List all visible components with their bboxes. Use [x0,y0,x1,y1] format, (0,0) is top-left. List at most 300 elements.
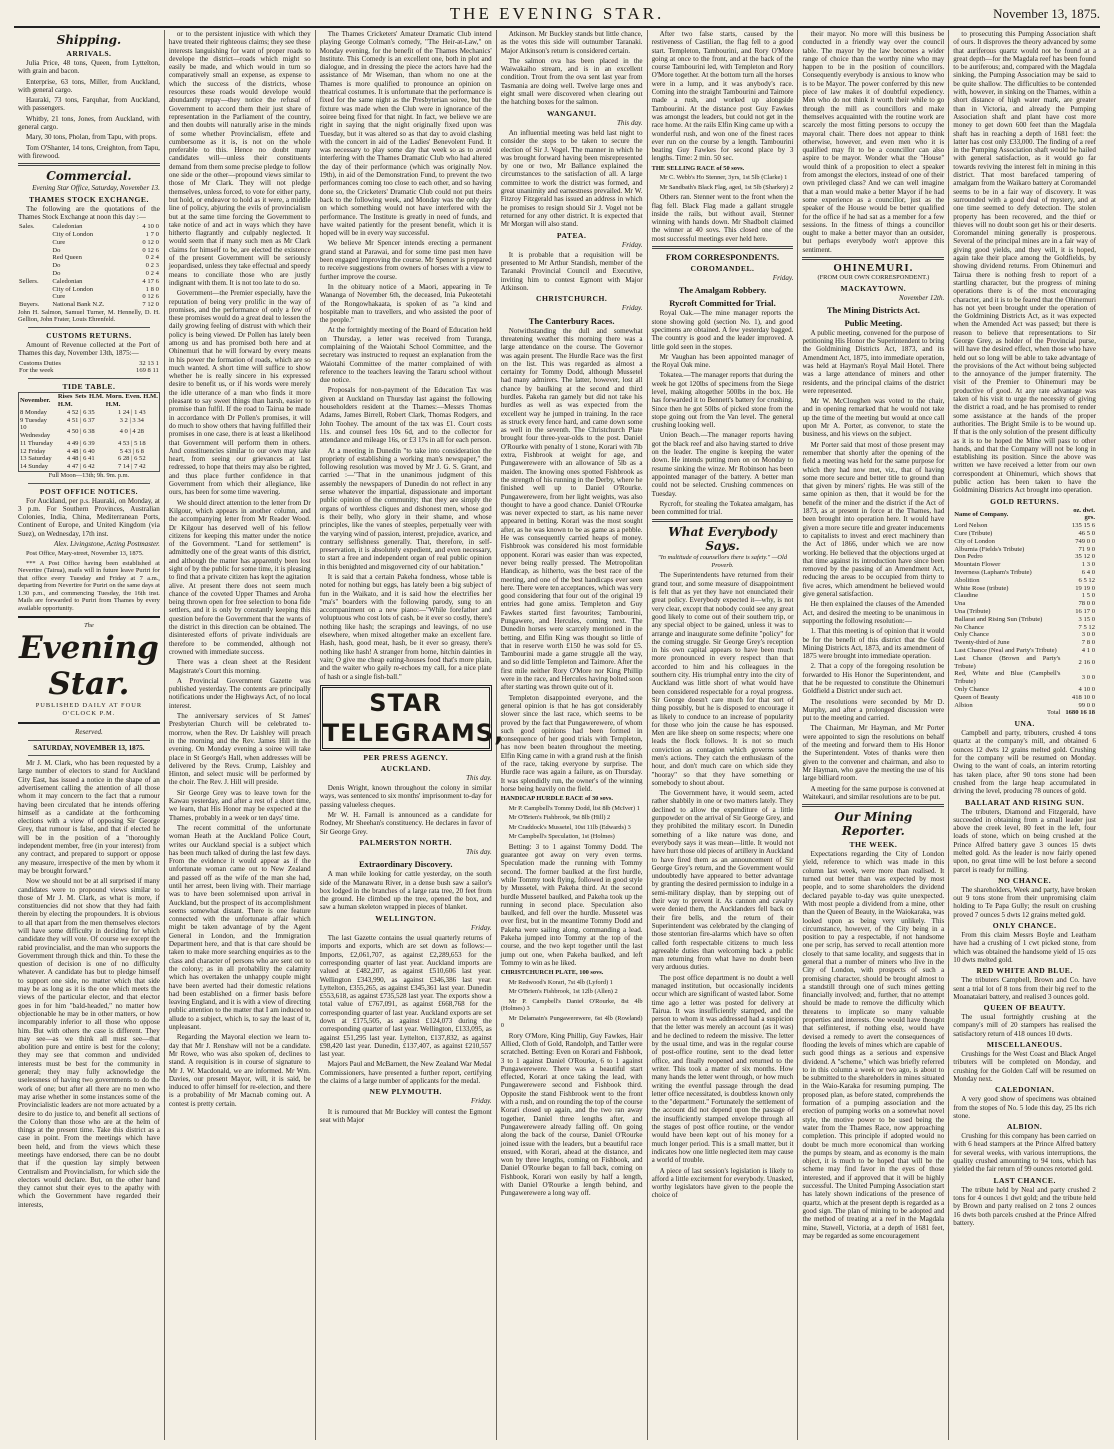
table-row [19,409,160,417]
tide-col-sun: Rises Sets H.M. H.M. [57,393,104,408]
customs-week-value: 169 8 11 [136,367,159,375]
gold-weight: 16 17 0 [1075,607,1095,615]
leader-para-4: Government—the Premier especially, have the reputation of being very prolific in the way of promises, and the performance of only a few of these promises would do a great deal to lessen the daily growing feeling of distrust with which their policy is being viewed. Dr Pollen has lately been among us and has promised both here and at Ohinemuri that he will forward by every means in his power the formation of roads, which are so much wanted. A short time will suffice to show whether he is really sincere in his expressed desire to benefit us, or if his words were merely the idle utterance of a man who finds it more pleasant to say sweet things than harsh, easier to promise than fulfil. If the road to Tairua be made in accordance with Dr Pollen's promises, it will do much to show others that having fulfilled their promises in one case, there is at least a likelihood that Government will perform them in others. And constituencies similar to our own may take heart, from seeing our grievances at last redressed, to hope that theirs may also be righted, and thus place further confidence in that Government from which their allegiance, like ours, has been for some time wavering. [168,289,311,497]
royal-oak-text: Royal Oak.—The mine manager reports the stone showing gold (section No. 1), and good specimens are obtained. A few yesterday bagged. The country is good and the leader improved. A little gold seen in the stopes. [651,309,794,351]
queen-of-beauty-heading: QUEEN OF BEAUTY. [983,1003,1066,1013]
ballarat-text: The tributers, Diamond and Fitzgerald, have succeeded in obtaining from a small leader just above the creek level, 80 feet in the left, four loads of stone, which on being crushed at the Prince Alfred battery gave 3 ounces 15 dwts melted gold. As the leader is now fairly opened upon, no great time will be lost before a second parcel is ready for milling. [953,807,1096,874]
stock-group: Sales. [19,223,35,231]
table-row [18,239,160,247]
pumping-text: to prosecuting this Pumping Association shaft of ours. It disproves the theory advanced by some that auriferous quartz would not be found at a great depth—for the Magdala reef has been found to be auriferous; and, compared with the Magdala sinking, the Pumping Association may be said to be quite shallow. The difficulties to be contended with, however, in sinking on the Thames, within a short distance of high water mark, are greater than in Victoria, and already the Pumping Association shaft and plant have cost more money to get down 600 feet than the Magdala shaft has in reaching a depth of 1681 feet: the latter has cost only £33,000. The finding of a reef in the Pumping Association shaft would be hailed with general satisfaction, as it would go far towards reviving the interest felt in mining in this district. That most barefaced tampering of amalgam from the Waikaro battery at Coromandel seems to be in a fair way of discovery. It was surrounded with a good deal of mystery, and at one time seemed to defy detection. The stolen property has been recovered, and the thief or thieves will no doubt soon get his or their deserts. Coromandel mining generally is prosperous. Several of the principal mines are in a fair way of giving good yields, and they will, it is hoped, again take their place among the Goldfields, by showing dividend returns. From Ohinemuri and Tairua there is nothing fresh to report of a startling character, but the progress of mining operations there is of the most encouraging character, and it is to be feared that the Ohinemuri has not yet been brought under the operation of the Goldmining Districts Act, as it was expected when the Amended Act was passed; but there is reason to believe that representations to Sir George Grey, as holder of the Provincial purse, will have the desired effect, when those who have held out so long will be able to take advantage of the provisions of the Act without being subjected to the annoyance of the jumper fraternity. The visit of the Premier to Ohinemuri may be productive of good. At any rate advantage was taken of his visit to urge the necessity of giving the district a road, and he has promised to render some assistance at the hands of the proper authorities. The Bright Smile is to be wound up. If that is the only solution of the present difficulty as it is to be hoped the Mine will pass to other hands, and that the Company will not be long in establishing its position. Since the above was written we have received a letter from our own correspondent at Ohinemuri, which shows that public action has been taken to have the Goldmining Districts Act brought into operation. [953,30,1096,495]
table-row [19,417,160,425]
una-heading: UNA. [1014,719,1035,729]
table-row [953,624,1096,632]
union-beach-text: Union Beach.—The manager reports having got the black reef and also having started to drive on the leader. The engine is keeping the water down. He intends putting men on on Monday to resume sinking the winze. Mr Robinson has been appointed manager of the battery. A better man could not be selected. Crushing commences on Tuesday. [651,431,794,498]
public-meeting-heading: Public Meeting. [844,317,903,328]
wanganui-heading: WANGANUI. [546,108,597,118]
meeting-text-3: Mr Porter said that most of those present may remember that shortly after the opening of the field a meeting was held for the same purpose for which they had now met, viz., that of having some more secure and better title to ground than that given by miners' rights. He was still of the same opinion as then, that it would be for the benefit of the miner and the district if the Act of 1873, as at present in force at the Thames, had been brought into operation here. It would have given a more secure title and greater inducements to capitalists to invest and erect machinery than the Act of 1866, under which we are now working. He believed that the objections urged at that time against its introduction have since been removed by the passing of an Amendment Act, reducing the areas to be occupied from thirty to five acres, which amendment he believed would give general satisfaction. [802,440,945,599]
canterbury-races-heading: The Canterbury Races. [528,315,615,326]
columns [14,30,1100,1440]
gold-company: Claudine [954,592,979,600]
tide-day: 13 Saturday [20,455,52,463]
paper-title: THE EVENING STAR. [449,4,665,23]
week-text: Expectations regarding the City of London yield, reference to which was made in this column last week, were more than realised. It turned out better than was expected by most people, and to some shareholders the dividend declared payable to-day was quite unexpected. With most people a dividend from a mine, other than the Queen of Beauty, in the Waiokaraka, was looked upon as being very unlikely. This circumstance, however, of the City being in a position to pay a respectable, if not handsome one per scrip, has served to recall attention more closely to that same locality, and suggests that in general that a number of miners who live in the City of London, with prospects of such a promising character, should be brought almost to a standstill through one of such mines getting financially involved; and, further, that no attempt should be made to remove the difficulty which threatens to implicate so many valuable properties and interests. One would have thought that selfinterest, if nothing else, would have devised a remedy to avert the consequences of flooding the levels of mines which are capable of such good things as a serious and expensive dividend. A "scheme," which was briefly referred to in this column a week or two ago, is about to be submitted to the shareholders in mines situated in the Waio-Karaka for resuming pumping. The proposed plan, as before stated, comprehends the formation of a pumping association and the erection of pumping works on a somewhat novel style, the motive power to be used being the water from the Thames Race, now approaching completion. This principle if adopted would no doubt be much more economical than working the pumps by steam, and as economy is the main object, it is much to be hoped that will be the scheme may find favor in the eyes of those interested, and if approved that it will be highly successful. The United Pumping Association start has lately shown indications of the presence of quartz, which at the present depth is regarded as a good sign. The plan of mining to be adopted and the method of treating at a reef in the Magdala mine, Stawell, Victoria, at a depth of 1681 feet, may be regarded as some encouragement [802,850,945,1240]
leader-para-1: Mr J. M. Clark, who has been requested by a large number of electors to stand for Auckland City East, has issued a notice in the shape of an advertisement calling the attention of all those whom it may concern to the fact that a rumour having been circulated that he intends offering himself as a candidate at the forthcoming elections with a view of opposing Sir George Grey, that rumour is false, and that if elected he will be in the position of a "thoroughly independent member, free (in your interest) from any contract, and prepared to support or oppose any measure, irrespective of the men by whom it may be brought forward." [18,759,160,875]
post-office-heading: POST OFFICE NOTICES. [39,486,139,496]
stock-name: City of London [52,230,94,238]
stock-price: 4 10 0 [142,223,159,231]
resolution-1: 1. That this meeting is of opinion that it would be for the benefit of this district that the Gold Mining Districts Act, 1873, and its amendment of 1875 were brought into immediate operation. [802,627,945,661]
new-plymouth-text: It is rumoured that Mr Buckley will contest the Egmont seat with Major [319,1107,492,1124]
table-row [953,585,1096,593]
gold-company: Don Pedro [954,553,983,561]
red-white-blue-heading: RED WHITE AND BLUE. [976,966,1073,976]
auckland-text: Denis Wright, known throughout the colony in similar ways, was sentenced to six months' imprisonment to-day for passing valueless cheques. [319,784,492,809]
wellington-heading: WELLINGTON. [375,913,437,923]
says-text: The Superintendents have returned from their grand tour, and some measure of disappointment is felt that as yet they have not enunciated their great policy. Everybody expected it—why, is not very clear, except that nobody could see any great good likely to come out of their southern trip, or any special object to be gained, unless it was to arrange and inaugurate some definite "policy" for the coming struggle. Sir George Grey's reception in his own capital appears to have been much more pronounced in every respect than that accorded to him and his colleagues in the southern city. His triumphal entry into the city of Auckland was little short of what would have been considered respectable for a royal progress. Sir George doesn't care much for that sort of thing possibly, but he is disposed to encourage it as likely to conduce to an increase of popularity for those who join the cause he has espoused. Men are like sheep on some respects; where one leads the flock follows. It is not so much conviction as contagion which governs some men's actions. They catch the enthusiasm of the hour, and don't much care on which side they "hooray" so that they have something or somebody to shout about. [651,571,794,787]
gold-company: White Rose (tribute) [954,584,1009,592]
plymouth-continued: Atkinson. Mr Buckley stands but little chance, as the votes this side will outnumber Taranaki. Major Atkinson's return is considered certain. [500,30,643,55]
table-row [953,670,1096,686]
albion-text: Crushing for this company has been carried on with 6 head stampers at the Prince Alfred battery for several weeks, with various interruptions, the quality crushed amounting to 94 tons, which has yielded the fair return of 99 ounces retorted gold. [953,1132,1096,1174]
table-row [18,286,160,294]
selling-heading: THE SELLING RACE of 50 sovs. [651,164,745,172]
page-header [14,4,1100,28]
table-row [953,600,1096,608]
column-7 [949,30,1100,1440]
column-3 [316,30,505,1440]
stock-group [18,270,51,278]
stock-group: Sellers. [19,277,39,285]
grey-note: Sir George Grey was to leave town for the Kawau yesterday, and after a rest of a short time, we learn, that His Honor may be expected at the Thames, probably in a week or ten days' time. [168,788,311,822]
table-row [19,455,160,463]
masthead-block [18,616,160,724]
meeting-text-6: The Chairman, Mr Hayman, and Mr Porter were appointed to sign the resolutions on behalf of the meeting and forward them to His Honor the Superintendent. Votes of thanks were then given to the convener and chairman, and also to Mr Hayman, who gave the meeting the use of his large billiard room. [802,724,945,783]
plate-betting: Rory O'More, King Phillip, Guy Fawkes, Hair Allied, Cloth of Gold, Randolph, and Tattler were scratched. Betting: Even on Korari and Fishbook, 3 to 1 against Daniel O'Rourke, 6 to 1 against Pungawerewere. There was a beautiful start effected, Korari at once taking the lead, with Pungawerewere second and Fishbook third. Opposite the stand Fishbrook went to the front with a rush, and on rounding the top of the course Korari closed up again, and the two ran away together, Daniel three lengths after, and Pungawerewere already falling off. On going along the back of the course, Daniel O'Rourke joined issue with the leaders, but a beautiful race ensued, with Korari, ahead at the distance, and won by three lengths, coming on Fishbook, and Daniel O'Rourke began to fall back, coming on Fishbook, Korari won easily by half a length, with Daniel O'Rourke a length behind, and Pungawerewere a long way off. [500,1031,643,1198]
miscellaneous-text: Crushings for the West Coast and Black Angel tributers will be completed on Monday, and crushing for the Golden Calf will be resumed on Monday next. [953,1050,1096,1083]
tide-me: 1 24 | 1 43 [117,408,146,416]
gold-company: Last Chance (Brown and Party's Tribute) [954,654,1061,670]
table-row [19,463,160,471]
leader-para-3: or to the persistent injustice with which they have treated their righteous claims; they see these interests languishing for want of proper roads to develope the district—roads which might so easily be made, and which would in turn so comparatively small an expense, as expense to which the success of the districts, whose resources these roads would develope would abundantly repay—they notice the refusal of Government to accord them their just share of representation in the Parliament of the country, and then doubts will naturally arise in the minds of some whether Provincialism, effete and cumbersome as it is, is not on the whole preferable to this. Hence no doubt many candidates will—unless their constituents demand from them some precise pledge to follow one side or the other—propound views similar to those of Mr Clark. They will not pledge themselves, unless forced, to vote for either party, but hold, or endeavor to hold as it were, a middle line of policy, abjuring the evils of provincialism but at the same time forcing the Government to take notice of and act in ways which they have hitherto flagrantly and culpably neglected. It would seem that if many such men as Mr Clark claims for himself to be, are elected the existence of the present Government will be seriously jeopardised, unless they take effectual and speedy means to conciliate those who are justly indignant with them. It is not too late to do so. [168,30,311,287]
arrival-item: Whitby, 21 tons, Jones, from Auckland, with general cargo. [18,114,160,132]
table-row [19,424,160,440]
gold-weight: 35 12 0 [1075,553,1095,561]
mackaytown-dateline: November 12th. [898,293,945,302]
table-row [953,647,1096,655]
extraordinary-heading: Extraordinary Discovery. [358,859,453,870]
stock-price: 0 2 4 [145,254,159,262]
gold-company: Albion [954,701,973,709]
gold-weight: 7 5 12 [1078,623,1095,631]
mining-act-heading: The Mining Districts Act. [826,304,920,315]
customs-text: Amount of Revenue collected at the Port of Thames this day, November 13th, 1875:— [18,340,160,358]
table-row [19,440,160,448]
stock-name: Cure [52,238,66,246]
gold-weight: 135 15 6 [1071,522,1095,530]
table-row [953,631,1096,639]
dunedin-newspaper-note: At a meeting in Dunedin "to take into consideration the propriety of establishing a working man's newspaper," the following resolution was moved by Mr J. G. S. Grant, and carried :—"That in the unanimous judgment of this assembly the newspapers of Dunedin do not reflect in any sense whatever the impartial, dispassionate and important public opinion of the community; that they are simply the organs of worthless cliques and dishonest men, whose god is their belly, who glory in their shame, and whose principles, like the vanes of steeples, perpetually veer with the varying wind of passion, interest, prejudice, avarice, and contrary selfishness generally. That, therefore, in self-preservation, it is absolutely expedient, and even necessary, to start a free and independent organ of real public opinion in this benighted and misgoverned city of our habitation." [319,446,492,571]
gold-total-label: Total [1046,709,1061,717]
column-4 [497,30,648,1440]
stock-name: Caledonian [52,277,83,285]
gold-weight: 78 0 0 [1078,600,1095,608]
gold-weight: 418 10 0 [1071,693,1095,701]
mining-reporter-heading: Our Mining Reporter. [834,810,913,839]
arrival-item: Julia Price, 48 tons, Queen, from Lyttelton, with grain and bacon. [18,59,160,76]
stock-exchange-heading: THAMES STOCK EXCHANGE. [28,194,149,204]
table-row [18,270,160,278]
rycroft-heading: Rycroft Committed for Trial. [669,298,776,309]
table-row [953,569,1096,577]
stock-name: Red Queen [52,254,82,262]
table-row [18,278,160,286]
tide-day: 12 Friday [20,447,46,455]
tide-me: 4 53 | 5 18 [117,439,146,447]
customs-table [18,360,160,376]
tide-table [18,392,160,472]
wellington-text-2: Majors Paul and McBarnett, the New Zealand War Medal Commissioners, have presented a further report, certifying the claims of a large number of applicants for the medal. [319,1060,492,1086]
vaughan-text: Mr Vaughan has been appointed manager of the Royal Oak mine. [651,352,794,370]
issue-date: November 13, 1875. [993,6,1100,21]
table-row [953,577,1096,585]
stock-group [18,254,51,262]
post-office-note: *** A Post Office having been established at Nevertire (Tairua), mails will in future leave Puriri for that office every Tuesday and Friday at 7 a.m., departing from Nevertire for Puriri on the same days at 1.30 p.m., and commencing Tuesday, the 16th inst. Mails are forwarded to Puriri from Thames by every available opportunity. [18,559,160,612]
customs-heading: CUSTOMS RETURNS. [46,330,132,340]
table-row [18,262,160,270]
result-line: Mr C. Webb's Ho Stenner, 3yrs, 1st 5lb (Clarke) 1 [659,174,788,182]
table-row [953,608,1096,616]
reserved-label: Reserved. [75,728,103,737]
leader-para-2: Now we should not be at all surprised if many candidates were to propound views similar to those of Mr J. M. Clark, as what is more, if constituencies did not show that they had faith therein by electing the propounders. It is obvious to all that apart from the men themselves electors will have some difficulty in deciding for which candidate they will vote. Of course we except the rabid provincialist, and the man who supports the Government through thick and thin. To these the question of decision is one of no difficulty whatever. A candidate has but to pledge himself to support one side, no matter which that side may be as long as it is the one which meets the views of the particular elector, and that elector goes in for him "bald-headed," no matter how objectionable he may be in other matters, or how incomparably inferior to all those who oppose him. But with others the case is different. They may see—as we think all must see—that abolition pure and entire is best for the colony; they may see that common and undivided interests must be best for the community in general; they may fully acknowledge the uselessness of having two governments to do the work of one; but after all there are no men who may arise whether in some instances some of the Provincialistic leaders are not more actuated by a desire to do justice to, and benefit all sections of the Colony than those who are at the helm of things at the present time. Take this district as a case in point. From the meetings which have been held, and from the views which these meetings have endorsed, there can be no doubt that if the question lay simply between Centralism and Provincialism, for which side the electors would declare. But, on the other hand they cannot shut their eyes to the apathy with which the Government have regarded their interests, [18,877,160,1209]
column-1 [14,30,165,1440]
church-note: The anniversary services of St James' Presbyterian Church will be celebrated to-morrow, when the Rev. Dr Laishley will preach in the morning and the Rev. James Hill in the evening. On Monday evening a soiree will take place in St George's Hall, when addresses will be delivered by the Revs. Crump, Laishley and Hinton, and select music will be performed by the choir. The Rev. J. Hill will preside. [168,712,311,787]
court-note: There was a clean sheet at the Resident Magistrate's Court this morning. [168,658,311,675]
stock-price: 0 12 6 [142,293,159,301]
gold-company: Abolition [954,576,980,584]
only-chance-heading: ONLY CHANCE. [992,921,1057,931]
gold-weight: 6 5 12 [1078,576,1095,584]
star-telegrams-heading: STAR TELEGRAMS, [320,685,492,751]
wellington-text: The last Gazette contains the usual quarterly returns of imports and exports, which are set down as follows:—Imports, £2,061,707, as against £2,289,653 for the corresponding quarter of last year. Auckland imports are valued at £482,207, as against £510,606 last year. Wellington £343,990, as against £346,386 last year. Lyttelton, £355,265, as against £345,361 last year. Dunedin £553,618, as against £735,528 last year. The exports show a total value of £767,091, as against £668,768 for the corresponding quarter of last year. Auckland exports are set down at £175,505, as against £124,073 during the corresponding quarter of last year. Wellington, £133,095, as against £51,295 last year. Lyttelton, £137,832, as against £98,420 last year. Dunedin, £137,407, as against £210,557 last year. [319,934,492,1059]
stock-price: 1 7 0 [145,230,159,238]
meeting-text: A public meeting, convened for the purpose of petitioning His Honor the Superintendent to bring the Goldmining Districts Act, 1873, and its Amendment Act, 1875, into immediate operation, was held at Hayman's Royal Mail Hotel. There was a large attendance of miners and other residents, and the principal claims of the district were represented. [802,328,945,395]
arrival-item: Tom O'Shanter, 14 tons, Creighton, from Tapu, with firewood. [18,143,160,160]
tide-me: 6 28 | 6 52 [117,455,146,463]
gold-col-company: Name of Company. [954,510,1009,518]
races-text: Notwithstanding the dull and somewhat threatening weather this morning there was a large attendance on the course. The Governor was again present. The Hurdle Race was the first on the list. This was regarded as almost a certainty for Tommy Dodd, although Mussetel had many admirers. The latter, however, lost all chance by baulking at the second and third hurdles. Pakeha ran gamely but did not take his hurdles as well as was expected from the excellent way he jumped in training. In the race as struck every fence hard, and came down some as well in the seventh. The Christchurch Plate brought four three-year-olds to the post. Daniel O'Rourke with penalty of 1 stone, Korari with 7lb extra, Fishbrook at weight for age, and Pungawerewere with an allowance of 5lb as a maiden. The knowing ones spotted Fishbrook as the strength of his running in the Derby, where he finished well up to Daniel O'Rourke. Pungawerewere, from her light weights, was also thought to have a good chance. Daniel O'Rourke was never expected to start, as his name never appeared in betting. Korari was the most sought after, as he was known to be as game as a pebble. He was consequently carried heaps of money. Fishbrook was considered his most formidable opponent. Korari was easier than was expected, never being really pressed. The Metropolitan Handicap, as hitherto, was the best race of the meeting, and one of the best handicaps ever seen here. There were ten acceptances, which was very good considering that four out of the original 19 entries had gone amiss. Templeton and Guy Fawkes started first favourites; Tambourini, Pungawere, and Hercules, coming next. The Dunedin horses were scarcely mentioned in the betting, and Elfin King was thought so little of that in reserve worth £150 he was sold for £5. Tambourini made a game struggle all the way, and so did little Templeton and Taimore. After the first mile neither Rory O'More nor King Phillip were in the race, and Hercules having bolted soon after starting was thrown quite out of it. [500,326,643,692]
red-white-blue-text: The tributers Campbell, Brown and Co. have sent a trial lot of 8 tons from their big reef to the Moanataiari battery, and realised 3 ounces gold. [953,976,1096,1001]
arrivals-list [18,59,160,160]
amalgam-robbery-heading: The Amalgam Robbery. [678,285,767,296]
stock-table [18,223,160,309]
commercial-heading: Commercial. [46,169,132,184]
stock-group [18,293,51,301]
stock-price: 0 12 0 [142,238,159,246]
new-plymouth-heading: NEW PLYMOUTH. [369,1087,442,1097]
gold-company: No Chance [954,623,984,631]
table-row [953,655,1096,671]
tide-day: 14 Sunday [20,463,49,471]
palmerston-text: A man while looking for cattle yesterday, on the south side of the Manawatu River, in a dense bush saw a sailor's box lodged in the branches of a large rata tree, 20 feet from the ground. He climbed up the tree, opened the box, and saw a human skeleton wrapped in pieces of blanket. [319,870,492,912]
tide-me: 3 2 | 3 34 [119,416,144,424]
auckland-text-2: Mr W. H. Farnall is announced as a candidate for Rodney, Mr Sheehan's constituency. He declares in favor of Sir George Grey. [319,811,492,836]
tide-note: Full Moon—13th; 9h. 9m. p.m. [48,472,130,480]
resolution-2: 2. That a copy of the foregoing resolution be forwarded to His Honor the Superintendent, and that he be requested to constitute the Ohinemuri Goldfield a District under such act. [802,662,945,696]
stock-name: National Bank N.Z. [52,301,105,309]
gold-company: Ballarat and Rising Sun (Tribute) [954,615,1043,623]
meeting-text-5: The resolutions were seconded by Mr D. Murphy, and after a prolonged discussion were put to the meeting and carried. [802,697,945,723]
tide-day: 9 Tuesday [20,416,47,424]
gold-company: Red, White and Blue (Campbell's Tribute) [954,670,1061,686]
tide-rs: 4 48 | 6 41 [66,455,95,463]
masthead-name: Evening Star. [18,629,159,702]
tide-day: 8 Monday [20,408,47,416]
christchurch-heading: CHRISTCHURCH. [536,294,608,304]
gold-company: Queen of Beauty [954,693,999,701]
gold-company: Only Chance [954,685,989,693]
tide-day: 10 Wednesday [20,424,51,440]
table-row [953,686,1096,694]
meeting-text-4: He then explained the clauses of the Amended Act, and desired the meeting to be unanimous in supporting the following resolution:— [802,600,945,625]
tide-me: 7 14 | 7 42 [117,463,146,471]
education-tax-note: Proposals for non-payment of the Education Tax was given at Auckland on Thursday last against the following householders resident at the Thames:—Messrs Thomas Adams, James Birrell, Robert Clark, Thomas Rodgers, and John Toohey. The amount of the tax was £1. Court costs 11s. and counsel fees 10s 6d, and to the collector for attendance and mileage 16s, or £3 17s in all for each person. [319,386,492,445]
table-row [18,231,160,239]
new-plymouth-dateline: Friday. [471,1097,492,1106]
tide-rs: 4 49 | 6 39 [66,439,95,447]
column-5 [648,30,799,1440]
wanganui-dateline: This day. [616,118,643,127]
tide-table-heading: TIDE TABLE. [62,382,116,392]
mayoral-note: Regarding the Mayoral election we learn to-day that Mr J. Renshaw will not be a candidate. Mr Rowe, who was also spoken of, declines to stand. A requisition is in course of signature to Mr J. W. Macdonald, we are informed. Mr Wm. Davies, our present Mayor, will, it is said, be induced to offer himself for re-election, and there is a probability of Mr Macnab coming out. A contest is pretty certain. [168,1033,311,1108]
hurdle-results [501,805,643,841]
result-line: Mr Sandbath's Black Flag, aged, 1st 5lb (Sharkey) 2 [659,183,794,191]
gold-weight: 4 1 0 [1081,646,1095,654]
masthead-sub: PUBLISHED DAILY AT FOUR O'CLOCK P.M. [35,701,143,718]
palmerston-dateline: This day. [466,847,492,856]
post-office-text: For Auckland, per p.s. Hauraki, on Monday, at 3 p.m. For Southern Provinces, Australian Colonies, India, China, Mediterranean Ports, Continent of Europe, and United Kingdom (via Suez), on Wednesday, 17th inst. [18,496,160,538]
gold-total-value: 1680 16 18 [1065,709,1095,717]
tide-col-water: Morn. Even. H.M. H.M. [105,393,158,408]
table-row [18,223,160,231]
gold-company: Una (Tribute) [954,607,991,615]
gold-weight: 99 0 0 [1078,701,1095,709]
table-row [953,639,1096,647]
post-office-signed: Alex. Livingstone, Acting Postmaster. [53,540,160,549]
hurdle-betting: Betting: 3 to 1 against Tommy Dodd. The guarantee got away on very even terms. Speculation made the running with Tommy second. The former baulked at the first hurdle, while Tommy took flying, followed in good style by Mussetel, with Pakeha third. At the second hurdle Mussetel baulked, and Pakeha took up the running in second place. Speculation also baulked, and fell over the hurdle. Mussetel was over first, but in the meantime Tommy Dodd and Pakeha were sailing along, commanding a lead. Pakeha jumped into Tommy at the top of the course, and the two kept together until the last jump out one, when Pakeha baulked, and left Tommy to win as he liked. [500,842,643,967]
says-text-3: The post office department is no doubt a well managed institution, but occasionally incidents occur which are significant of wasted labor. Some time ago a letter was posted for delivery at Tairua. It was insufficiently stamped, and the person to whom it was addressed had a suspicion that the letter was merely an account (as it was) and he declined to redeem the missive. The letter by the usual time, and was in the regular course of post-office routine, sent to the dead letter office, and finally reopened and returned to the writer. This took a matter of six months. How many hands the letter went through, or how much writing the eventful passage through the dead letter office necessitated, is doubtless known only to the "department." Fortunately the settlement of the account did not depend upon the passage of the insufficiently stamped envelope through all the stages of post office routine, or the vendor would have been kept out of his money for a much longer period. This is a small matter, but it indicates how one little neglected item may cause a world of trouble. [651,973,794,1165]
tide-rs: 4 48 | 6 40 [66,447,95,455]
tide-day: 11 Thursday [20,439,53,447]
gold-weight: 19 19 0 [1075,584,1095,592]
exchange-trustees: John H. Salmon, Samuel Turner, M. Hennelly, D. H. Gellion, John Frater, Louis Ehrenfeld. [18,308,160,324]
auckland-dateline: This day. [466,773,492,782]
gold-company: Mountain Flower [954,561,1001,569]
gold-weight: 2 16 0 [1078,658,1095,666]
stock-name: Do [52,262,61,270]
plate-heading: CHRISTCHURCH PLATE, 100 sovs. [500,969,604,977]
auckland-heading: AUCKLAND. [380,763,431,773]
table-row [953,546,1096,554]
table-row [953,553,1096,561]
stock-price: 0 12 6 [142,246,159,254]
gold-weight: 71 9 0 [1078,545,1095,553]
gold-weight: 3 0 0 [1081,631,1095,639]
tokatea-text: Tokatea.—The manager reports that during the week he got 120lbs of specimens from the Siege level, making altogether 500lbs in the box. He has forwarded it to Bennett's battery for crushing. Since then he got 50lbs of picked stone from the stope going out from the Van level. The general crushing looking well. [651,371,794,430]
selling-text: Others ran. Stenner went to the front when the flag fell. Black Flag made a gallant struggle inside the rails, but without avail, Stenner winning with hands down. Mr Shadbolt claimed the winner at 40 sovs. This closed one of the most successful meetings ever held here. [651,193,794,243]
salmon-note: The salmon ova has been placed in the Waiwakaiho stream, and is in an excellent condition. Trout from the ova sent last year from Tasmania are doing well. Twelve large ones and eight small were discovered when clearing out the hatching boxes for the salmon. [500,56,643,107]
table-row [953,702,1096,710]
stock-name: Do [52,269,61,277]
says-text-4: A piece of last session's legislation is likely to afford a little excitement for everybody. Unasked, worthy legislators have given to the people the choice of [651,1166,794,1200]
stock-group [18,231,51,239]
gold-weight: 1 3 0 [1081,561,1095,569]
shipping-heading: Shipping. [56,33,122,47]
issue-day-line: SATURDAY, NOVEMBER 13, 1875. [33,743,145,752]
column-2 [165,30,316,1440]
arrival-item: Hauraki, 73 tons, Farquhar, from Auckland, with passengers. [18,96,160,113]
tide-col-day: November. [20,397,51,404]
metropolitan-text: After two false starts, caused by the restiveness of Castilian, the flag fell to a good start. Templeton, Tambourini, and Rory O'More going at once to the front, and at the back of the course Tambourini led, with Templeton and Rory O'More together. At the bottom turn all the horses were in a lump, and it was anybody's race. Coming into the straight Tambourini and Taimore made a rush, and worked up alongside Tambourini. At the distance post Guy Fawkes was amongst the leaders, but could not get in the race home. At the rails Elfin King came up with a wonderful rush, and won one of the finest races ever run on the course by a length. Tambourini beating Guy Fawkes for second place by 3 lengths. Time: 2 min. 50 sec. [651,30,794,163]
christchurch-dateline: Friday. [621,304,643,313]
result-line: Mr P. Campbell's Daniel O'Rourke, 8st 4lb (Holmes) 3 [500,997,643,1013]
gold-weight: 1 5 0 [1081,592,1095,600]
obituary-note: In the obituary notice of a Maori, appearing in Te Wananga of November 6th, the deceased, Inia Pukeotetahi of the Rongowhakaata, is spoken of as "a kind and hospitable man to travellers, and who assisted the poor of the people." [319,282,492,325]
caledonian-heading: CALEDONIAN. [994,1085,1055,1095]
grand-stand-note: We believe Mr Spencer intends erecting a permanent grand stand at Parawai, and for some time past men have been engaged improving the course. Mr Spencer is prepared to receive suggestions from owners of horses with a view to further improve the course. [319,239,492,281]
last-chance-text: The tribute held by Neal and party crushed 2 tons for 4 ounces 1 dwt gold; and the tribute held by Brown and party realised on 2 tons 2 ounces 16 dwts both parcels crushed at the Prince Alfred battery. [953,1185,1096,1227]
meeting-text-7: A meeting for the same purpose is convened at Waitekauri, and similar resolutions are to be put. [802,784,945,801]
kilgour-note: We should direct attention to the letter from Dr Kilgour, which appears in another column, and the accompanying letter from Mr Reader Wood. Dr Kilgour has deserved well of his fellow citizens for keeping this matter under the notice of the Government. "Land for settlement" is admittedly one of the great wants of this district, and although the matter has apparently been lost sight of by the public for some time, it is pleasing to find that a private citizen has kept the agitation alive. At present there does not seem much chance of the coveted Upper Thames and Aroha being thrown open for free selection to bona fide settlers, and it is only by constantly keeping this question before the Government that the wants of the district in this direction can be obtained. The disinterested efforts of private individuals are therefore to be commended, although not crowned with immediate success. [168,498,311,656]
stock-name: Do [52,246,61,254]
gold-company: Twenty-third of June [954,639,1010,647]
gold-company: City of London [954,537,995,545]
gold-returns-heading: GOLD RETURNS. [990,496,1060,506]
heath-note: The recent committal of the unfortunate woman Heath at the Auckland Police Court, writes our Auckland special is a subject which has been much talked of during the last few days. From the evidence it would appear as if the unfortunate woman came out to New Zealand and passed off as the wife of the man she had, until her arrest, been living with. Their marriage was to have been solemnised upon arrival in Auckland, but the prospect of its accomplishment seems somewhat distant. There is one feature connected with the unfortunate affair which might be taken advantage of by the Agent General in London, and the Immigration Department here, and that is that care should be taken to make more searching enquiries as to the class and character of persons who are sent out to the colony; as in all probability the calamity which has overtaken the unhappy couple might have been averted had their domestic relations had been established on a firmer basis before leaving England, and it is with a view of directing public attention to the matter that I am induced to allude to a subject, which is, to say the least of it, unpleasant. [168,823,311,1032]
dramatic-note: The Thames Cricketers' Amateur Dramatic Club intend playing George Colman's comedy, "The Heir-at-Law," on Monday evening, for the benefit of the Thames Mechanics' Institute. This Comedy is an excellent one, both in plot and dialogue, and in dressing the piece the actors have had the assistance of Mr Wiseman, than whom no one at the Thames is more qualified to pronounce an opinion on theatrical costumes. It is unfortunate that the performance is fixed for the same night as the Presbyterian soiree, but the fixture was made when the Club were in ignorance of the soiree being fixed for that night. In fact, we believe we are right in saying that the night originally fixed upon was Tuesday, but it was altered so as that day to avoid clashing with the concert in aid of the Ladies' Benevolent Fund. It was necessary to play some day that week so as to avoid interfering with the Thames Dramatic Club who had altered the day of their performance (which was originally Nov. 19th), in aid of the Demonstration Fund, to prevent the two performances coming too close to each other, and so having done so, the Cricketers' Dramatic Club could not put theirs back to the following week, and Monday was the only day on which something would not have interfered with the performance. The Institute is greatly in need of funds, and have waited patiently for the present benefit, which it is hoped will be in every way successful. [319,30,492,238]
says-text-2: The Government have, it would seem, acted rather shabbily in one or two matters lately. They declined to allow the expenditure of a little gunpowder on the arrival of Sir George Grey, and they prohibited the military escort. In Dunedin something of a like nature was done, and everybody says it was mean—little. It would not have hurt those old pieces of artillery in Auckland to have fired them as an announcement of Sir George Grey's return, and the Government would undoubtedly have appeared to better advantage by granting the desired permission to indulge in a semi-military display, than by stepping out of their way to prevent it. As cannon and cavalry were denied them, the Aucklanders fell back on their fire bells, and the return of their Superintendent was celebrated by the clanging of those stentorian fire-alarms which have so often called forth respectable citizens to much less agreeable duties than welcoming back a public man returning from what have no doubt been very arduous duties. [651,789,794,972]
stock-group: Buyers. [19,301,40,309]
only-chance-text: From this claim Messrs Boyle and Leatham have had a crushing of 1 cwt picked stone, from which was obtained the handsome yield of 15 ozs 10 dwts melted gold. [953,931,1096,964]
ohinemuri-sub: (FROM OUR OWN CORRESPONDENT.) [817,274,930,282]
gold-weight: 6 4 0 [1081,569,1095,576]
result-line: Mr O'Brien's Fishbrook, 9st 8lb (Hill) 2 [508,814,611,822]
table-row [953,561,1096,569]
last-chance-heading: LAST CHANCE. [993,1175,1056,1185]
stock-group [18,247,51,255]
customs-duties-label: Customs Duties [19,359,61,367]
hash-note: It is said that a certain Pakeha fondness, whose table is noted for nothing but eggs, has lately been a big subject of fun in the Waikato, and it is said how the electrifies her "ma's" boarders with the following parody, sung to an accompaniment on a new piano:—"While forefather and voluptuous who cost lots of cash, be it ever so costly, there's nothing like hash; the scrapings and leavings, of no use elsewhere, when mixed altogether make an excellent fare. Hash, hash, good meat, hash, be it ever so greasy, there's nothing like hash! A stranger from home, hitchin dainties in vain; O give me cheap eating-houses food that's more plain, and the waiter who gaily re-echoes my call, for a nice plate of hash or a single fish-ball." [319,573,492,681]
stock-name: Caledonian [52,223,83,231]
plate-results [501,979,643,1030]
arrival-item: Enterprise, 63 tons, Miller, from Auckland, with general cargo. [18,77,160,94]
patea-heading: PATEA. [556,230,587,240]
result-line: Mr Redwood's Korari, 7st 4lb (Lyford) 1 [508,978,613,986]
tide-rs: 4 52 | 6 35 [66,408,95,416]
stock-group [18,262,51,270]
caledonian-text: A very good show of specimens was obtained from the stopes of No. 5 lode this day, 25 lbs rich stone. [953,1095,1096,1120]
no-chance-heading: NO CHANCE. [998,875,1052,885]
table-row [19,448,160,456]
press-agency-line: PER PRESS AGENCY. [363,752,449,762]
tide-rs: 4 50 | 6 38 [66,428,95,436]
masthead-the: The [84,622,94,630]
gold-col-weight: oz. dwt. grs. [1073,506,1095,522]
queen-of-beauty-text: The usual fortnightly crushing at the company's mill of 20 stampers has realised the satisfactory return of 418 ounces 10 dwts. [953,1013,1096,1038]
meeting-text-2: Mr W. McCloughen was voted to the chair, and in opening remarked that he would not take up the time of the meeting but would at once call upon Mr A. Porter, as convenor, to state the business, and his views on the subject. [802,397,945,439]
tide-me: 4 0 | 4 28 [119,428,144,436]
stock-price: 0 2 4 [145,269,159,277]
patea-dateline: Friday. [621,240,643,249]
arrival-item: Mary, 30 tons, Pholan, from Tapu, with props. [26,133,157,142]
post-office-date: Post Office, Mary-street, November 13, 1875. [26,550,144,558]
gold-weight: 46 5 0 [1078,530,1095,538]
the-week-heading: THE WEEK. [849,840,898,850]
palmerston-heading: PALMERSTON NORTH. [359,837,453,847]
patea-text: It is probable that a requisition will be presented to Mr Arthur Standish, member of the Taranaki Provincial Council and Executive, inviting him to contest Egmont with Major Atkinson. [500,250,643,293]
table-row [953,530,1096,538]
gold-weight: 7 8 0 [1081,639,1095,647]
stock-exchange-intro: The following are the quotations of the Thames Stock Exchange at noon this day :— [18,204,160,221]
gold-company: Cure (Tribute) [954,530,993,538]
result-line: Mr Campbell's Speculation, 1st (Holmes) [508,833,615,841]
stock-group [18,239,51,247]
everybody-says-quote: "In multitude of counsellors there is safety." —Old Proverb. [657,554,788,569]
gold-company: Last Chance (Neal and Party's Tribute) [954,646,1057,654]
column-6 [798,30,949,1440]
stock-group [18,286,51,294]
gold-weight: 4 10 0 [1078,685,1095,693]
coromandel-dateline: Friday. [772,274,794,283]
customs-duties-value: 32 13 1 [139,359,159,367]
albion-heading: ALBION. [1006,1122,1043,1132]
tide-rs: 4 47 | 6 42 [66,463,95,471]
gold-weight: 749 0 0 [1075,537,1095,545]
miscellaneous-heading: MISCELLANEOUS. [986,1040,1063,1050]
arrivals-heading: ARRIVALS. [66,49,112,58]
stock-price: 0 2 3 [145,262,159,270]
mayor-text: their mayor. No more will this business be conducted in a friendly way over the council table. The mayor by the law becomes a wider range of choice than the worthy nine who may happen to be in the position of councillors. Consequently everybody is anxious to know who is to be Mayor. The power conferred by this new piece of law makes it of doubtful expediency. Men who do not think it worth their while to go through the mill as councillors and make themselves acquainted with the routine work are scarcely the most fitting persons to occupy the mayoral chair. There does not appear to think otherwise, however, and even men who it is qualified may fit to be a councillor can also aspire to be mayor. Wonder what the "House" would think of a proposition to elect a speaker from amongst the electors, instead of one of their own privileged class? And we can well imagine that a man would make a better Mayor if he had some experience as a councillor, just as the speaker of the House would be better qualified for the office if he had sat as a member for a few sessions. In the fitness of things a councillor ought to make a better mayor than an outsider, but perhaps everybody won't approve this sentiment. [802,30,945,254]
result-line: Mr P. Campbell's Tommy Dodd, list 8lb (McIver) 1 [508,804,640,812]
table-row [953,694,1096,702]
wellington-dateline: Friday. [471,923,492,932]
races-text-2: Templeton disappointed everyone, and the general opinion is that he has got considerably slower since the last race, which seems to be proved by the fact that Pungawerewere, of whom such good opinions had been formed in consequence of her good trials with Templeton, has now been beaten throughout the meeting. Elfin King came in with a grand rush at the finish of the race, taking everyone by surprise. The Hurdle race was again a failure, as on Thursday. It was splendidly run, the owner's of the winning horse being heavily on the field. [500,693,643,793]
gold-returns-table [953,507,1096,718]
result-line: Mr O'Brien's Fishbrook, 1st 12lb (Allen) 2 [508,988,618,996]
table-row [18,301,160,309]
gold-weight: 3 15 0 [1078,615,1095,623]
selling-results [652,174,794,191]
stock-price: 7 12 0 [142,301,159,309]
correspondents-heading: FROM CORRESPONDENTS. [665,252,780,263]
rycroft-text: Rycroft, for stealing the Tokatea amalgam, has been committed for trial. [651,499,794,517]
stock-name: City of London [52,285,94,293]
table-row [18,247,160,255]
gold-company: Lord Nelson [954,522,988,530]
customs-week-label: For the week [19,367,54,375]
gold-company: Inverness (Lapham's Tribute) [954,569,1032,576]
gold-company: Only Chance [954,631,989,639]
tide-rs: 4 51 | 6 37 [66,416,95,424]
table-row [18,254,160,262]
result-line: Mr Delamain's Pungawerewere, 6st 4lb (Rowland) 0 [500,1014,643,1030]
table-row [953,616,1096,624]
result-line: Mr Craddock's Mussetel, 10st 11lb (Edwards) 3 [508,823,631,831]
table-row [18,293,160,301]
gold-company: Una [954,600,966,608]
table-row [953,592,1096,600]
gold-weight: 3 0 0 [1081,674,1095,682]
hurdle-heading: HANDICAP HURDLE RACE of 30 sovs. [500,795,613,803]
